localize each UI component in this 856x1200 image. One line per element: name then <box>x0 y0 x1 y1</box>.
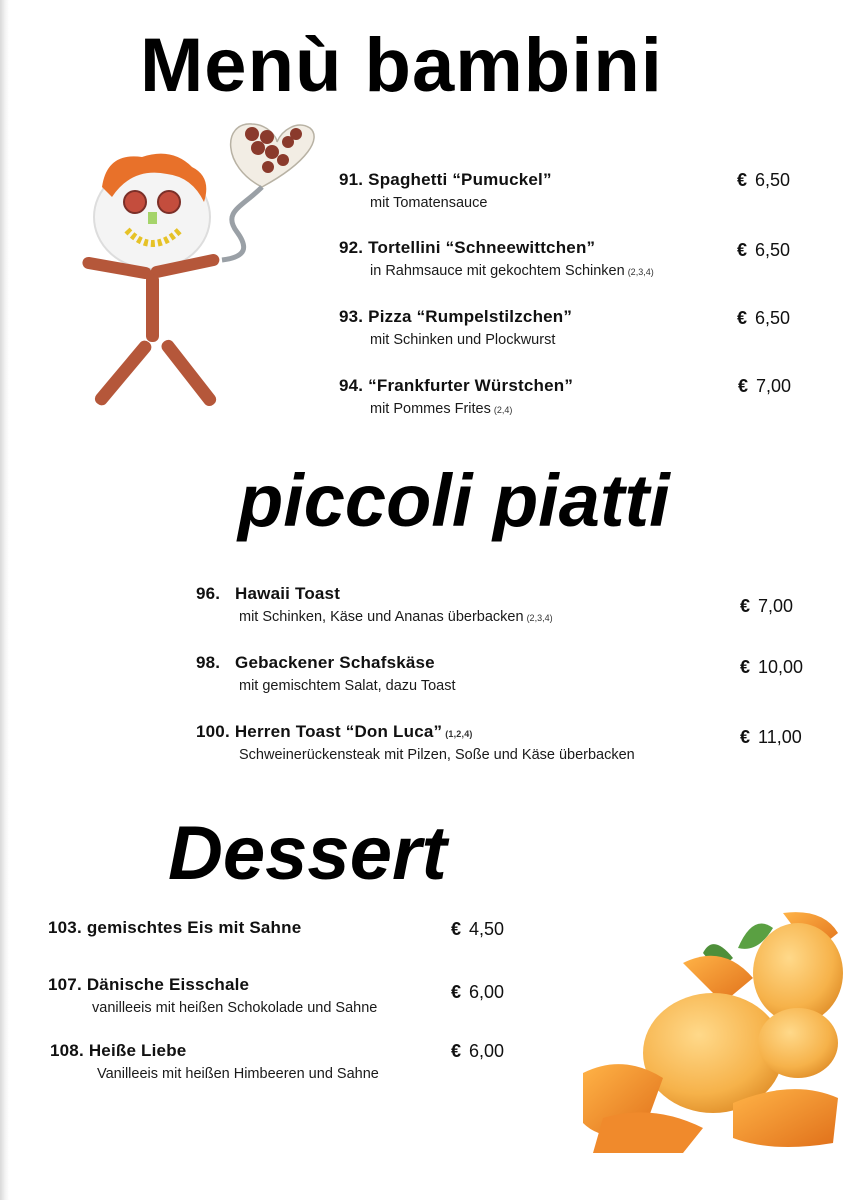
plate-face-icon <box>94 154 210 269</box>
heading-menu-bambini: Menù bambini <box>140 23 663 108</box>
menu-item-92 <box>339 238 654 279</box>
item-name: “Frankfurter Würstchen” <box>368 376 574 395</box>
price-value: 6,00 <box>469 1041 505 1061</box>
menu-item-94 <box>339 376 573 417</box>
price-107 <box>451 982 504 1003</box>
item-description: mit Schinken und Plockwurst <box>370 332 556 348</box>
item-number: 108. <box>50 1041 84 1060</box>
item-number: 107. <box>48 975 82 994</box>
euro-sign: € <box>737 170 748 190</box>
price-103 <box>451 919 504 940</box>
item-name: Pizza “Rumpelstilzchen” <box>368 307 573 326</box>
price-value: 11,00 <box>758 727 802 747</box>
price-value: 10,00 <box>758 657 804 677</box>
item-number: 91. <box>339 170 364 189</box>
heading-dessert: Dessert <box>168 811 447 896</box>
euro-sign: € <box>740 657 751 677</box>
item-number: 103. <box>48 918 82 937</box>
item-name: Dänische Eisschale <box>86 975 250 994</box>
price-value: 7,00 <box>758 596 794 616</box>
menu-item-100 <box>196 722 635 763</box>
price-96 <box>740 596 793 617</box>
sausage-kid-illustration <box>72 112 322 422</box>
item-name: Spaghetti “Pumuckel” <box>368 170 552 189</box>
item-number: 98. <box>196 653 221 672</box>
menu-item-108 <box>50 1041 379 1082</box>
euro-sign: € <box>451 982 462 1002</box>
allergen-codes: (2,4) <box>493 405 513 415</box>
price-value: 4,50 <box>469 919 505 939</box>
price-value: 6,50 <box>755 170 791 190</box>
menu-item-103 <box>48 918 301 938</box>
euro-sign: € <box>740 727 751 747</box>
item-name: Heiße Liebe <box>88 1041 187 1060</box>
euro-sign: € <box>451 1041 462 1061</box>
item-name: Gebackener Schafskäse <box>235 653 435 672</box>
item-description: mit Schinken, Käse und Ananas überbacken <box>239 609 524 625</box>
item-name: Herren Toast “Don Luca” <box>234 722 443 741</box>
item-description: vanilleeis mit heißen Schokolade und Sahne <box>92 1000 378 1016</box>
item-description: Schweinerückensteak mit Pilzen, Soße und Käse überbacken <box>239 747 635 763</box>
page-edge-shadow <box>0 0 9 1200</box>
item-number: 100. <box>196 722 230 741</box>
euro-sign: € <box>738 376 749 396</box>
menu-item-93 <box>339 307 572 348</box>
item-number: 96. <box>196 584 221 603</box>
price-94 <box>738 376 791 397</box>
price-98 <box>740 657 803 678</box>
price-100 <box>740 727 802 748</box>
allergen-codes: (2,3,4) <box>627 267 654 277</box>
euro-sign: € <box>451 919 462 939</box>
allergen-codes: (2,3,4) <box>526 613 553 623</box>
price-value: 6,50 <box>755 308 791 328</box>
item-description: mit Tomatensauce <box>370 195 488 211</box>
sausage-body-icon <box>81 253 220 409</box>
allergen-codes: (1,2,4) <box>445 729 473 739</box>
item-number: 92. <box>339 238 364 257</box>
price-108 <box>451 1041 504 1062</box>
heading-piccoli-piatti: piccoli piatti <box>238 459 670 542</box>
item-number: 94. <box>339 376 364 395</box>
menu-item-96 <box>196 584 553 625</box>
menu-item-98 <box>196 653 456 694</box>
item-description: mit gemischtem Salat, dazu Toast <box>239 678 456 694</box>
item-description: mit Pommes Frites <box>370 401 491 417</box>
euro-sign: € <box>740 596 751 616</box>
price-value: 6,00 <box>469 982 505 1002</box>
item-description: in Rahmsauce mit gekochtem Schinken <box>370 263 625 279</box>
price-value: 6,50 <box>755 240 791 260</box>
item-number: 93. <box>339 307 364 326</box>
menu-item-107 <box>48 975 377 1016</box>
item-description: Vanilleeis mit heißen Himbeeren und Sahne <box>97 1066 379 1082</box>
price-93 <box>737 308 790 329</box>
item-name: Hawaii Toast <box>235 584 341 603</box>
ice-cream-photo <box>583 903 843 1153</box>
menu-item-91 <box>339 170 552 211</box>
price-value: 7,00 <box>756 376 792 396</box>
euro-sign: € <box>737 308 748 328</box>
item-name: gemischtes Eis mit Sahne <box>86 918 302 937</box>
price-92 <box>737 240 790 261</box>
euro-sign: € <box>737 240 748 260</box>
item-name: Tortellini “Schneewittchen” <box>368 238 596 257</box>
price-91 <box>737 170 790 191</box>
heart-balloon-icon <box>222 124 314 260</box>
